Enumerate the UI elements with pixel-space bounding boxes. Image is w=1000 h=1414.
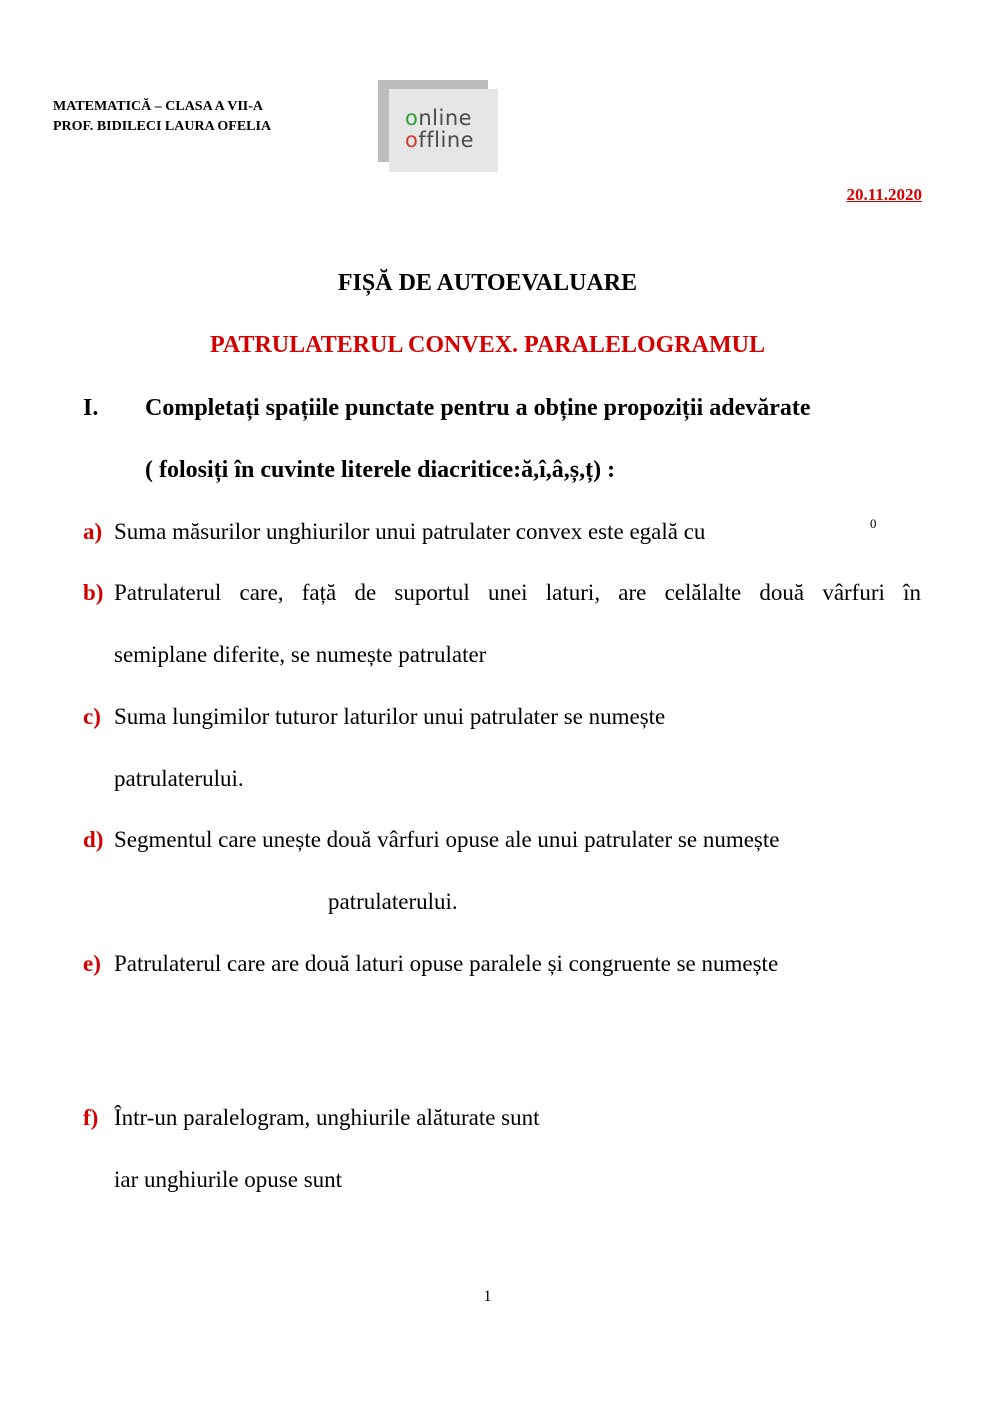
page-number: 1 [483,1288,492,1305]
item-c-text-line1: Suma lungimilor tuturor laturilor unui patrulater se numește [114,704,666,729]
item-c-text-line2: patrulaterului. [114,766,244,791]
logo-offline-text [405,129,474,151]
logo-online-text [405,107,472,129]
item-a-text: Suma măsurilor unghiurilor unui patrulater convex este egală cu [114,519,706,544]
logo-online-rest: nline [418,106,473,130]
logo-offline-o: o [405,128,419,152]
section-instruction-note: ( folosiți în cuvinte literele diacritice:ă,î,â,ș,ț) : [145,457,616,483]
document-date: 20.11.2020 [846,185,922,204]
item-f-label: f) [83,1105,99,1130]
degree-superscript: 0 [870,516,877,531]
header-teacher: PROF. BIDILECI LAURA OFELIA [53,119,272,134]
logo-online-o: o [405,106,419,130]
page-subtitle: PATRULATERUL CONVEX. PARALELOGRAMUL [210,332,765,358]
item-e-label: e) [83,951,101,976]
item-a-label: a) [83,519,103,544]
item-d-label: d) [83,827,104,852]
section-number: I. [83,395,99,421]
page-title: FIȘĂ DE AUTOEVALUARE [337,270,638,296]
item-b-text-line2: semiplane diferite, se numește patrulater [114,642,487,667]
item-d-text-line1: Segmentul care unește două vârfuri opuse ale unui patrulater se numește [114,827,780,852]
item-e-text: Patrulaterul care are două laturi opuse paralele și congruente se numește [114,951,779,976]
item-c-label: c) [83,704,101,729]
item-b-text-line1: Patrulaterul care, față de suportul unei laturi, are celălalte două vârfuri în [114,580,921,605]
header-subject: MATEMATICĂ – CLASA A VII-A [53,99,264,114]
item-f-text-line1: Într-un paralelogram, unghiurile alăturate sunt [114,1105,540,1130]
item-b-label: b) [83,580,104,605]
online-offline-logo [389,89,498,172]
item-f-text-line2: iar unghiurile opuse sunt [114,1167,343,1192]
logo-offline-rest: ffline [418,128,475,152]
section-instruction: Completați spațiile punctate pentru a obține propoziții adevărate [145,395,811,421]
item-d-text-line2: patrulaterului. [328,889,458,914]
